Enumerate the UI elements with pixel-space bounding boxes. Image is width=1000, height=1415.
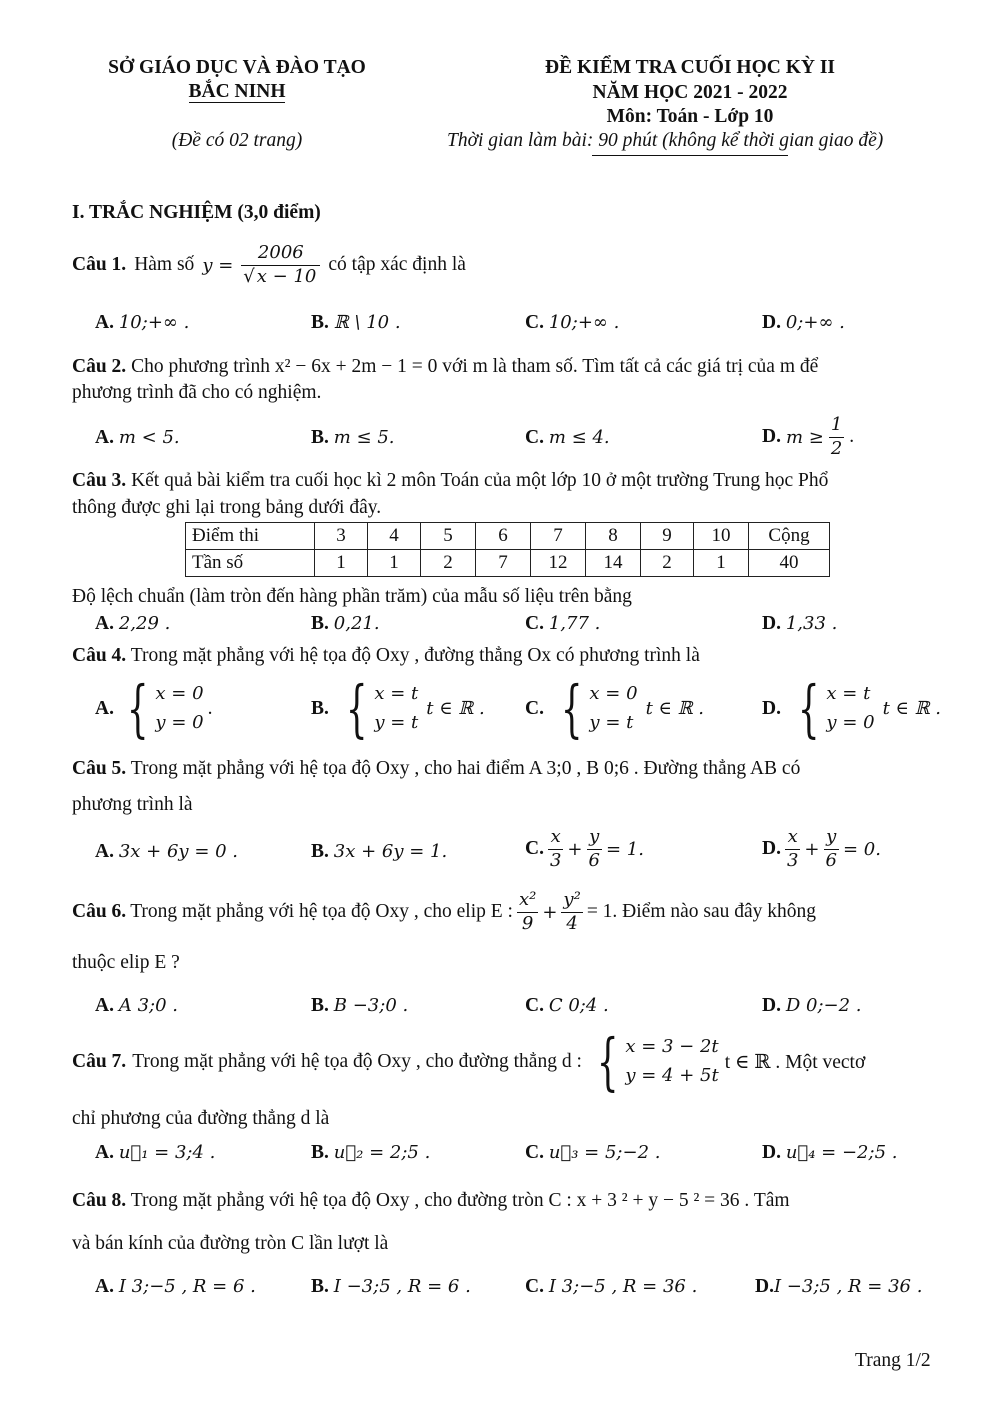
q8-option-a[interactable] [95,1276,256,1298]
equation-row: x = t [374,683,419,704]
option-letter: C. [525,1276,544,1297]
numerator: x [548,826,563,850]
table-cell: 1 [368,550,421,577]
table-cell: 3 [315,523,368,550]
option-letter: C. [525,838,544,859]
numerator: 2006 [241,242,320,266]
option-text: 3x + 6y = 0 . [118,841,239,862]
question-label: Câu 6. [72,901,127,922]
table-cell: Điểm thi [186,523,315,550]
question-6 [72,889,816,935]
option-text: u⃗₂ = 2;5 . [333,1142,431,1163]
equation-row: x = 3 − 2t [625,1036,719,1057]
question-1 [72,242,466,288]
question-6-line2: thuộc elip E ? [72,952,180,973]
q1-option-a[interactable] [95,312,189,334]
question-3-line3: Độ lệch chuẩn (làm tròn đến hàng phần trăm) của mẫu số liệu trên bằng [72,586,632,607]
q1-option-d[interactable] [762,312,845,334]
math-expr: y = [202,254,234,276]
option-text: 1,77 . [548,613,601,634]
question-label: Câu 8. [72,1190,127,1211]
question-label: Câu 2. [72,356,127,377]
table-cell: 1 [694,550,749,577]
question-text: Kết quả bài kiểm tra cuối học kì 2 môn Toán của một lớp 10 ở một trường Trung học Phổ [131,470,829,491]
option-letter: D. [755,1276,774,1297]
q8-option-d[interactable] [755,1276,922,1298]
option-letter: D. [762,697,781,719]
q7-option-b[interactable] [311,1142,430,1164]
q8-option-b[interactable] [311,1276,471,1298]
option-letter: D. [762,838,781,859]
question-text: Trong mặt phẳng với hệ tọa độ Oxy , cho đường thẳng d : [132,1050,582,1072]
fraction [829,414,844,460]
option-text: 0;+∞ . [785,312,845,333]
denominator: 3 [549,849,562,871]
table-cell: Cộng [749,523,830,550]
question-text: có tập xác định là [328,254,466,275]
option-letter: A. [95,841,114,862]
fraction [517,889,538,935]
option-text: I −3;5 , R = 6 . [333,1276,471,1297]
option-text: ℝ \ 10 . [333,312,401,333]
q2-option-a[interactable] [95,427,180,449]
table-cell: 7 [476,550,531,577]
system-brace: { x = t y = t [345,671,419,745]
numerator: x [785,826,800,850]
equation-row: x = t [826,683,871,704]
table-cell: 5 [421,523,476,550]
q3-option-a[interactable] [95,613,170,635]
q6-option-c[interactable] [525,995,609,1017]
q2-option-c[interactable] [525,427,610,449]
system-brace: { x = 3 − 2t y = 4 + 5t [596,1024,719,1098]
option-text: t ∈ ℝ . [882,698,941,720]
fraction [824,826,839,872]
option-text: m ≥ [785,426,824,448]
denominator: 9 [521,912,534,934]
equation-row: y = t [374,711,419,733]
question-2-line2: phương trình đã cho có nghiệm. [72,382,322,403]
q7-option-c[interactable] [525,1142,660,1164]
option-text: I 3;−5 , R = 6 . [118,1276,256,1297]
question-text: Trong mặt phẳng với hệ tọa độ Oxy , đường thẳng Ox có phương trình là [130,645,700,666]
question-3 [72,470,828,492]
question-label: Câu 1. [72,254,127,275]
question-2 [72,356,818,378]
table-row [186,550,830,577]
option-text: 0,21. [333,613,380,634]
denominator: 3 [786,849,799,871]
option-text: D 0;−2 . [785,995,862,1016]
q7-option-a[interactable] [95,1142,215,1164]
table-cell: 10 [694,523,749,550]
q4-option-d[interactable] [762,671,941,745]
denominator: 2 [830,437,843,459]
question-text: Trong mặt phẳng với hệ tọa độ Oxy , cho elip E : [130,901,513,922]
question-5-line2: phương trình là [72,794,193,815]
q6-option-b[interactable] [311,995,408,1017]
option-letter: C. [525,1142,544,1163]
fraction [785,826,800,872]
exam-title: ĐỀ KIỂM TRA CUỐI HỌC KỲ II [544,57,835,78]
fraction [561,889,582,935]
q5-option-b[interactable] [311,841,447,863]
option-letter: B. [311,1142,329,1163]
question-5 [72,758,800,780]
option-letter: D. [762,1142,781,1163]
table-cell: 6 [476,523,531,550]
denominator: √ x − 10 [243,265,317,287]
option-text: . [207,697,213,719]
equation-row: y = t [589,711,634,733]
table-cell: 1 [315,550,368,577]
option-letter: C. [525,995,544,1016]
question-3-line2: thông được ghi lại trong bảng dưới đây. [72,497,382,518]
option-letter: C. [525,613,544,634]
table-cell: 7 [531,523,586,550]
numerator: 1 [829,414,844,438]
option-text: 1,33 . [785,613,838,634]
option-text: m ≤ 5. [333,427,395,448]
denominator: 4 [566,912,578,934]
section-title: I. TRẮC NGHIỆM (3,0 điểm) [72,202,321,223]
q1-option-b[interactable] [311,312,401,334]
table-cell: Tần số [186,550,315,577]
table-cell: 9 [641,523,694,550]
option-text: I −3;5 , R = 36 . [773,1276,923,1297]
equation-row: y = 0 [826,711,875,733]
option-letter: B. [311,1276,329,1297]
option-letter: B. [311,995,329,1016]
option-letter: D. [762,426,781,447]
numerator: y² [561,889,582,913]
header-underline [592,155,788,156]
numerator: y [587,826,602,850]
fraction [241,242,320,288]
q3-option-b[interactable] [311,613,380,635]
system-brace: { x = 0 y = 0 [126,671,204,745]
operator: + [542,901,558,923]
table-cell: 2 [641,550,694,577]
table-row [186,523,830,550]
fraction [548,826,563,872]
radicand: x − 10 [256,265,317,287]
question-label: Câu 4. [72,645,127,666]
table-cell: 4 [368,523,421,550]
option-text: m < 5. [118,427,180,448]
table-cell: 2 [421,550,476,577]
operator: + [567,838,583,860]
question-4 [72,645,700,667]
option-text: 10;+∞ . [118,312,190,333]
question-8-line2: và bán kính của đường tròn C lần lượt là [72,1233,389,1254]
denominator: 6 [825,849,837,871]
option-letter: D. [762,613,781,634]
equation-row: y = 0 [155,711,204,733]
province-name: BẮC NINH [188,81,286,102]
option-text: u⃗₁ = 3;4 . [118,1142,216,1163]
q4-option-a[interactable] [95,671,213,745]
option-text: = 0. [842,838,881,860]
page-count-note: (Đề có 02 trang) [171,130,303,151]
option-text: A 3;0 . [118,995,178,1016]
option-text: B −3;0 . [333,995,409,1016]
option-letter: D. [762,312,781,333]
q2-option-d[interactable] [762,414,854,460]
q4-option-c[interactable] [525,671,704,745]
option-letter: D. [762,995,781,1016]
option-letter: A. [95,427,114,448]
table-cell: 12 [531,550,586,577]
system-brace: { x = t y = 0 [797,671,875,745]
q5-option-c[interactable] [525,826,644,872]
option-letter: C. [525,427,544,448]
question-text: Hàm số [134,254,195,275]
option-letter: B. [311,613,329,634]
option-text: 2,29 . [118,613,171,634]
system-brace: { x = 0 y = t [560,671,638,745]
denominator: 6 [588,849,600,871]
q2-option-b[interactable] [311,427,395,449]
q5-option-d[interactable] [762,826,881,872]
option-letter: C. [525,312,544,333]
table-cell: 8 [586,523,641,550]
option-text: 3x + 6y = 1. [333,841,448,862]
question-label: Câu 3. [72,470,127,491]
option-letter: C. [525,697,544,719]
option-text: u⃗₃ = 5;−2 . [548,1142,661,1163]
numerator: x² [517,889,538,913]
q5-option-a[interactable] [95,841,238,863]
question-text: t ∈ ℝ . Một vectơ [724,1051,866,1073]
question-text: Cho phương trình x² − 6x + 2m − 1 = 0 với m là tham số. Tìm tất cả các giá trị của m để [131,356,819,377]
time-note: Thời gian làm bài: 90 phút (không kể thời gian giao đề) [447,130,884,151]
numerator: y [824,826,839,850]
question-text: = 1. Điểm nào sau đây không [586,901,817,922]
option-letter: B. [311,841,329,862]
equation-row: y = 4 + 5t [625,1064,719,1086]
option-text: = 1. [605,838,644,860]
option-text: C 0;4 . [548,995,609,1016]
department-name: SỞ GIÁO DỤC VÀ ĐÀO TẠO [108,57,366,78]
option-letter: A. [95,1142,114,1163]
q4-option-b[interactable] [311,671,485,745]
option-letter: B. [311,312,329,333]
option-text: . [849,426,855,447]
option-letter: B. [311,427,329,448]
page-number: Trang 1/2 [855,1350,931,1371]
q3-option-c[interactable] [525,613,600,635]
question-label: Câu 7. [72,1050,127,1072]
option-letter: A. [95,995,114,1016]
option-text: t ∈ ℝ . [426,698,485,720]
table-cell: 14 [586,550,641,577]
option-text: t ∈ ℝ . [645,698,704,720]
option-letter: A. [95,312,114,333]
frequency-table [185,522,830,577]
q8-option-c[interactable] [525,1276,697,1298]
q6-option-d[interactable] [762,995,862,1017]
option-text: u⃗₄ = −2;5 . [785,1142,898,1163]
option-text: m ≤ 4. [548,427,610,448]
option-letter: B. [311,697,329,719]
school-year: NĂM HỌC 2021 - 2022 [592,82,788,103]
option-letter: A. [95,697,114,719]
question-label: Câu 5. [72,758,127,779]
option-letter: A. [95,1276,114,1297]
q6-option-a[interactable] [95,995,178,1017]
q7-option-d[interactable] [762,1142,897,1164]
question-7 [72,1024,866,1098]
operator: + [804,838,820,860]
equation-row: x = 0 [155,683,204,704]
question-text: Trong mặt phẳng với hệ tọa độ Oxy , cho đường tròn C : x + 3 ² + y − 5 ² = 36 . Tâm [130,1190,790,1211]
option-text: 10;+∞ . [548,312,620,333]
equation-row: x = 0 [589,683,638,704]
table-cell: 40 [749,550,830,577]
question-7-line2: chỉ phương của đường thẳng d là [72,1108,330,1129]
q1-option-c[interactable] [525,312,619,334]
option-letter: A. [95,613,114,634]
fraction [587,826,602,872]
question-text: Trong mặt phẳng với hệ tọa độ Oxy , cho hai điểm A 3;0 , B 0;6 . Đường thẳng AB có [130,758,801,779]
subject-grade: Môn: Toán - Lớp 10 [606,106,774,127]
q3-option-d[interactable] [762,613,837,635]
option-text: I 3;−5 , R = 36 . [548,1276,698,1297]
question-8 [72,1190,790,1212]
